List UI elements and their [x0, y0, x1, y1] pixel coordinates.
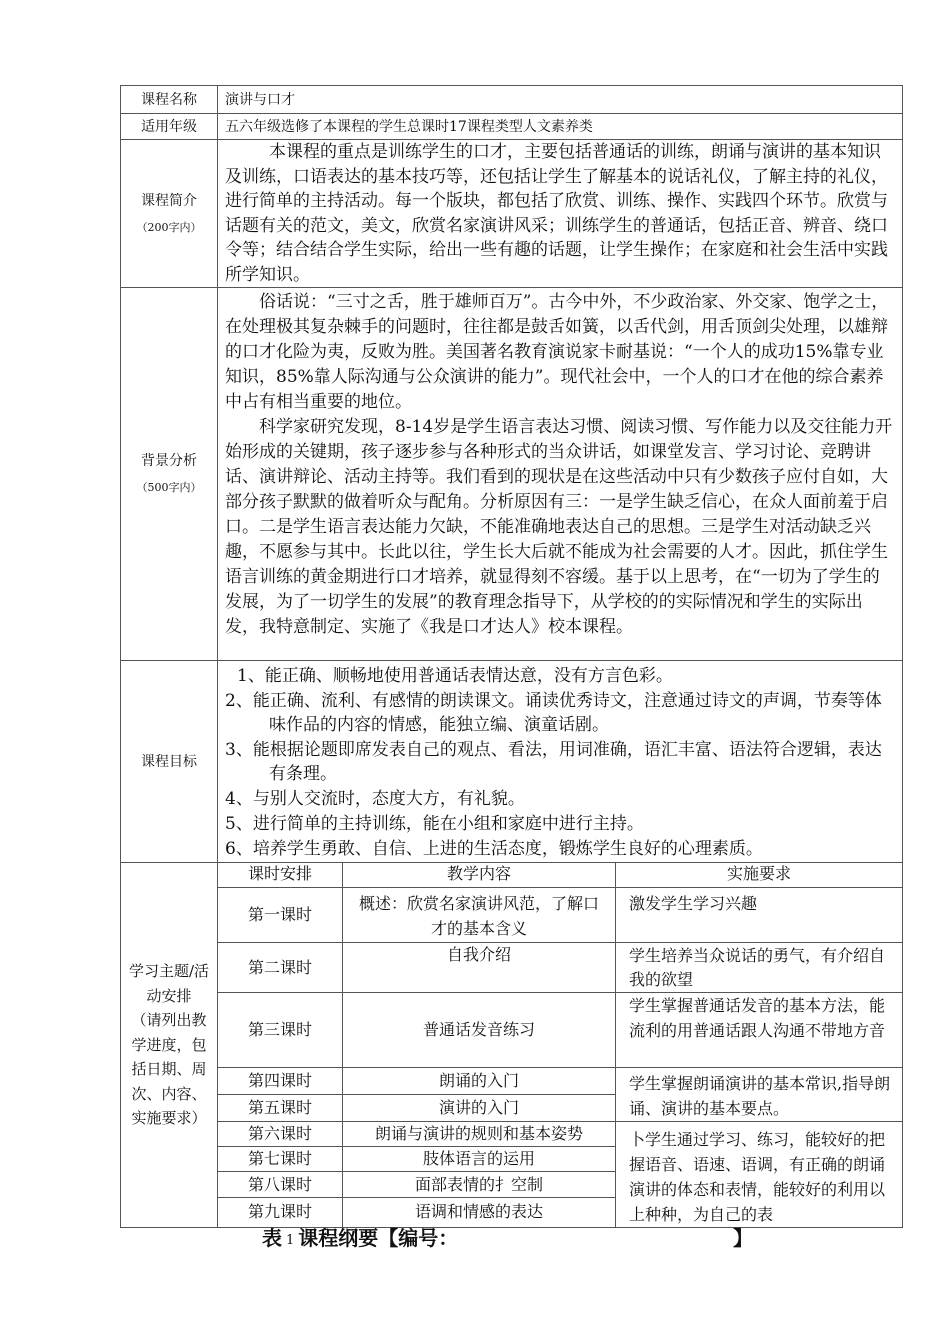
background-label-cell — [121, 288, 218, 661]
caption-title: 课程纲要【编号： — [298, 1226, 459, 1250]
background-paragraph: 科学家研究发现，8-14岁是学生语言表达习惯、阅读习惯、写作能力以及交往能力开始形成的关键期，孩子逐步参与各种形式的当众讲话，如课堂发言、学习讨论、竞聘讲话、演讲辩论、活动主持等。我们看到的现状是在这些活动中只有少数孩子应付自如，大部分孩子默默的做着听众与配角。分析原因有三：一是学生缺乏信心，在众人面前羞于启口。二是学生语言表达能力欠缺，不能准确地表达自己的思想。三是学生对活动缺乏兴趣，不愿参与其中。长此以往，学生长大后就不能成为社会需要的人才。因此，抓住学生语言训练的黄金期进行口才培养，就显得刻不容缓。基于以上思考，在“一切为了学生的发展，为了一切学生的发展”的教育理念指导下，从学校的的实际情况和学生的实际出发，我特意制定、实施了《我是口才达人》校本课程。 — [225, 417, 893, 637]
goals-row — [121, 661, 903, 863]
lesson-row — [121, 993, 903, 1068]
caption-number: 1 — [286, 1233, 295, 1248]
schedule-header-row — [121, 863, 903, 888]
lesson-row — [121, 1122, 903, 1147]
course-outline-table — [120, 85, 903, 1228]
course-name-label: 课程名称 — [121, 86, 218, 114]
lesson-session: 第五课时 — [218, 1095, 343, 1122]
lesson-content: 概述：欣赏名家演讲风范，了解口才的基本含义 — [343, 888, 616, 943]
table-caption — [262, 1224, 762, 1252]
lesson-requirement: 卜学生通过学习、练习，能较好的把握语音、语速、语调，有正确的朗诵演讲的体态和表情，能较好的利用以上种种，为自己的表 — [616, 1122, 903, 1228]
lesson-requirement: 学生培养当众说话的勇气，有介绍自我的欲望 — [616, 943, 903, 993]
course-name-row — [121, 86, 903, 114]
goal-item: 2、能正确、流利、有感情的朗读课文。诵读优秀诗文，注意通过诗文的声调，节奏等体味作品的内容的情感，能独立编、演童话剧。 — [225, 691, 882, 735]
caption-prefix: 表 — [262, 1226, 282, 1250]
course-name-value: 演讲与口才 — [218, 86, 903, 114]
lesson-session: 第二课时 — [218, 943, 343, 993]
grade-row — [121, 114, 903, 140]
lesson-session: 第一课时 — [218, 888, 343, 943]
lesson-session: 第八课时 — [218, 1172, 343, 1197]
lesson-content: 演讲的入门 — [343, 1095, 616, 1122]
intro-text: 本课程的重点是训练学生的口才，主要包括普通话的训练，朗诵与演讲的基本知识及训练，口语表达的基本技巧等，还包括让学生了解基本的说话礼仪，了解主持的礼仪，进行简单的主持活动。每一个版块，都包括了欣赏、训练、操作、实践四个环节。欣赏与话题有关的范文，美文，欣赏名家演讲风采；训练学生的普通话，包括正音、辨音、绕口令等；结合结合学生实际，给出一些有趣的话题，让学生操作；在家庭和社会生活中实践所学知识。 — [225, 142, 888, 285]
lesson-content: 语调和情感的表达 — [343, 1197, 616, 1227]
lesson-row — [121, 943, 903, 993]
goals-cell — [218, 661, 903, 863]
schedule-note: （请列出教学进度，包括日期、周次、内容、实施要求） — [131, 1011, 207, 1128]
schedule-label-cell — [121, 863, 218, 1228]
background-row — [121, 288, 903, 661]
background-note: （500字内） — [136, 481, 202, 494]
lesson-content: 朗诵与演讲的规则和基本姿势 — [343, 1122, 616, 1147]
schedule-header-session: 课时安排 — [218, 863, 343, 888]
background-label: 背景分析 — [141, 453, 197, 469]
goal-item: 6、培养学生勇敢、自信、上进的生活态度，锻炼学生良好的心理素质。 — [225, 839, 763, 859]
background-paragraph: 俗话说：“三寸之舌，胜于雄师百万”。古今中外，不少政治家、外交家、饱学之士，在处理极其复杂棘手的问题时，往往都是鼓舌如簧，以舌代剑，用舌顶剑尖处理，以雄辩的口才化险为夷，反败为胜。美国著名教育演说家卡耐基说：“一个人的成功15%靠专业知识，85%靠人际沟通与公众演讲的能力”。现代社会中，一个人的口才在他的综合素养中占有相当重要的地位。 — [225, 292, 889, 412]
lesson-requirement: 学生掌握朗诵演讲的基本常识,指导朗诵、演讲的基本要点。 — [616, 1068, 903, 1122]
lesson-content: 肢体语言的运用 — [343, 1147, 616, 1172]
goal-item: 3、能根据论题即席发表自己的观点、看法，用词准确，语汇丰富、语法符合逻辑，表达有条理。 — [225, 740, 882, 784]
lesson-requirement: 学生掌握普通话发音的基本方法，能流利的用普通话跟人沟通不带地方音 — [616, 993, 903, 1068]
lesson-content: 自我介绍 — [343, 943, 616, 993]
lesson-session: 第九课时 — [218, 1197, 343, 1227]
lesson-row — [121, 1068, 903, 1095]
caption-close-bracket: 】 — [733, 1226, 753, 1250]
grade-value: 五六年级选修了本课程的学生总课时17课程类型人文素养类 — [218, 114, 903, 140]
lesson-content: 面部表情的扌空制 — [343, 1172, 616, 1197]
intro-note: （200字内） — [136, 220, 202, 234]
lesson-session: 第六课时 — [218, 1122, 343, 1147]
lesson-session: 第三课时 — [218, 993, 343, 1068]
schedule-header-requirement: 实施要求 — [616, 863, 903, 888]
goal-item: 5、进行简单的主持训练，能在小组和家庭中进行主持。 — [225, 814, 644, 834]
goal-item: 1、能正确、顺畅地使用普通话表情达意，没有方言色彩。 — [237, 666, 673, 686]
lesson-row — [121, 888, 903, 943]
lesson-content: 朗诵的入门 — [343, 1068, 616, 1095]
goals-label: 课程目标 — [121, 661, 218, 863]
intro-row — [121, 140, 903, 288]
intro-cell — [218, 140, 903, 288]
background-cell — [218, 288, 903, 661]
lesson-requirement: 激发学生学习兴趣 — [616, 888, 903, 943]
lesson-session: 第四课时 — [218, 1068, 343, 1095]
intro-label: 课程简介 — [141, 192, 197, 209]
lesson-content: 普通话发音练习 — [343, 993, 616, 1068]
schedule-label: 学习主题/活动安排 — [128, 962, 210, 1005]
intro-label-cell — [121, 140, 218, 288]
grade-label: 适用年级 — [121, 114, 218, 140]
schedule-header-content: 教学内容 — [343, 863, 616, 888]
goal-item: 4、与别人交流时，态度大方，有礼貌。 — [225, 789, 525, 809]
lesson-session: 第七课时 — [218, 1147, 343, 1172]
